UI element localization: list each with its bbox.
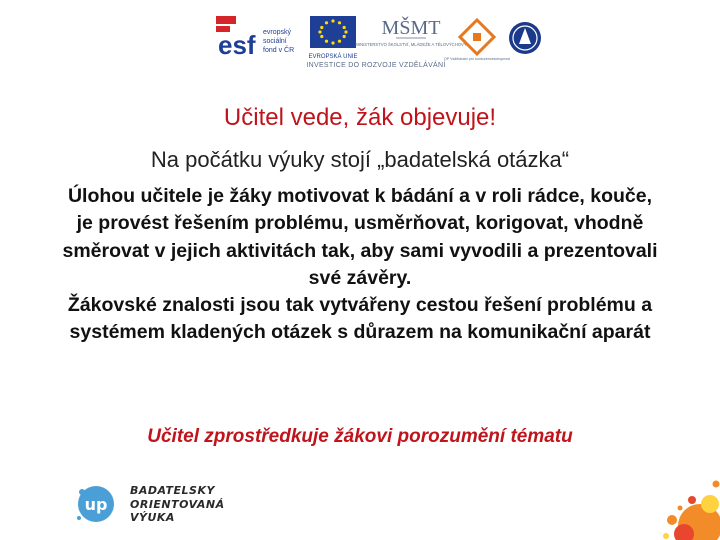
op-sub: OP Vzdělávání pro konkurenceschopnost <box>443 57 511 61</box>
esf-sub-line-1: evropský <box>263 29 292 36</box>
body-text <box>58 183 662 347</box>
esf-sub-line-3: fond v ČR <box>263 47 295 54</box>
msmt-logo <box>355 12 467 64</box>
bov-logo <box>66 480 226 536</box>
body-paragraph-1: Úlohou učitele je žáky motivovat k bádání a v roli rádce, kouče, je provést řešením problému, usměrňovat, korigovat, vhodně směrovat v jejich aktivitách tak, aby sami vyvodili a prezentovali své závěry. <box>62 185 658 289</box>
invest-caption: INVESTICE DO ROZVOJE VZDĚLÁVÁNÍ <box>306 62 446 69</box>
msmt-sub: MINISTERSTVO ŠKOLSTVÍ, MLÁDEŽE A TĚLOVÝCHOVY <box>355 42 467 47</box>
bov-logo-text <box>130 484 225 525</box>
slide-title: Učitel vede, žák objevuje! <box>223 104 497 131</box>
op-vk-logo <box>443 18 511 62</box>
eu-flag-logo <box>304 16 362 62</box>
esf-logo-text: esf <box>218 30 256 60</box>
eu-label: EVROPSKÁ UNIE <box>308 54 358 60</box>
up-circle-icon <box>76 484 116 524</box>
esf-sub-line-2: sociální <box>263 38 287 45</box>
msmt-logo-text: MŠMT <box>381 17 441 39</box>
bov-line-3: VÝUKA <box>130 511 175 524</box>
esf-logo <box>216 16 300 62</box>
closing-statement: Učitel zprostředkuje žákovi porozumění tématu <box>147 426 573 447</box>
sponsor-logo-strip <box>212 12 542 72</box>
up-circle-text: up <box>84 495 108 514</box>
paint-splash-decoration <box>622 456 720 540</box>
slide-subtitle: Na počátku výuky stojí „badatelská otázka“ <box>150 147 570 172</box>
bov-line-2: ORIENTOVANÁ <box>130 497 225 511</box>
bov-line-1: BADATELSKY <box>130 484 215 497</box>
body-paragraph-2: Žákovské znalosti jsou tak vytvářeny cestou řešení problému a systémem kladených otázek s důrazem na komunikační aparát <box>67 294 653 344</box>
university-emblem-logo <box>508 16 542 62</box>
